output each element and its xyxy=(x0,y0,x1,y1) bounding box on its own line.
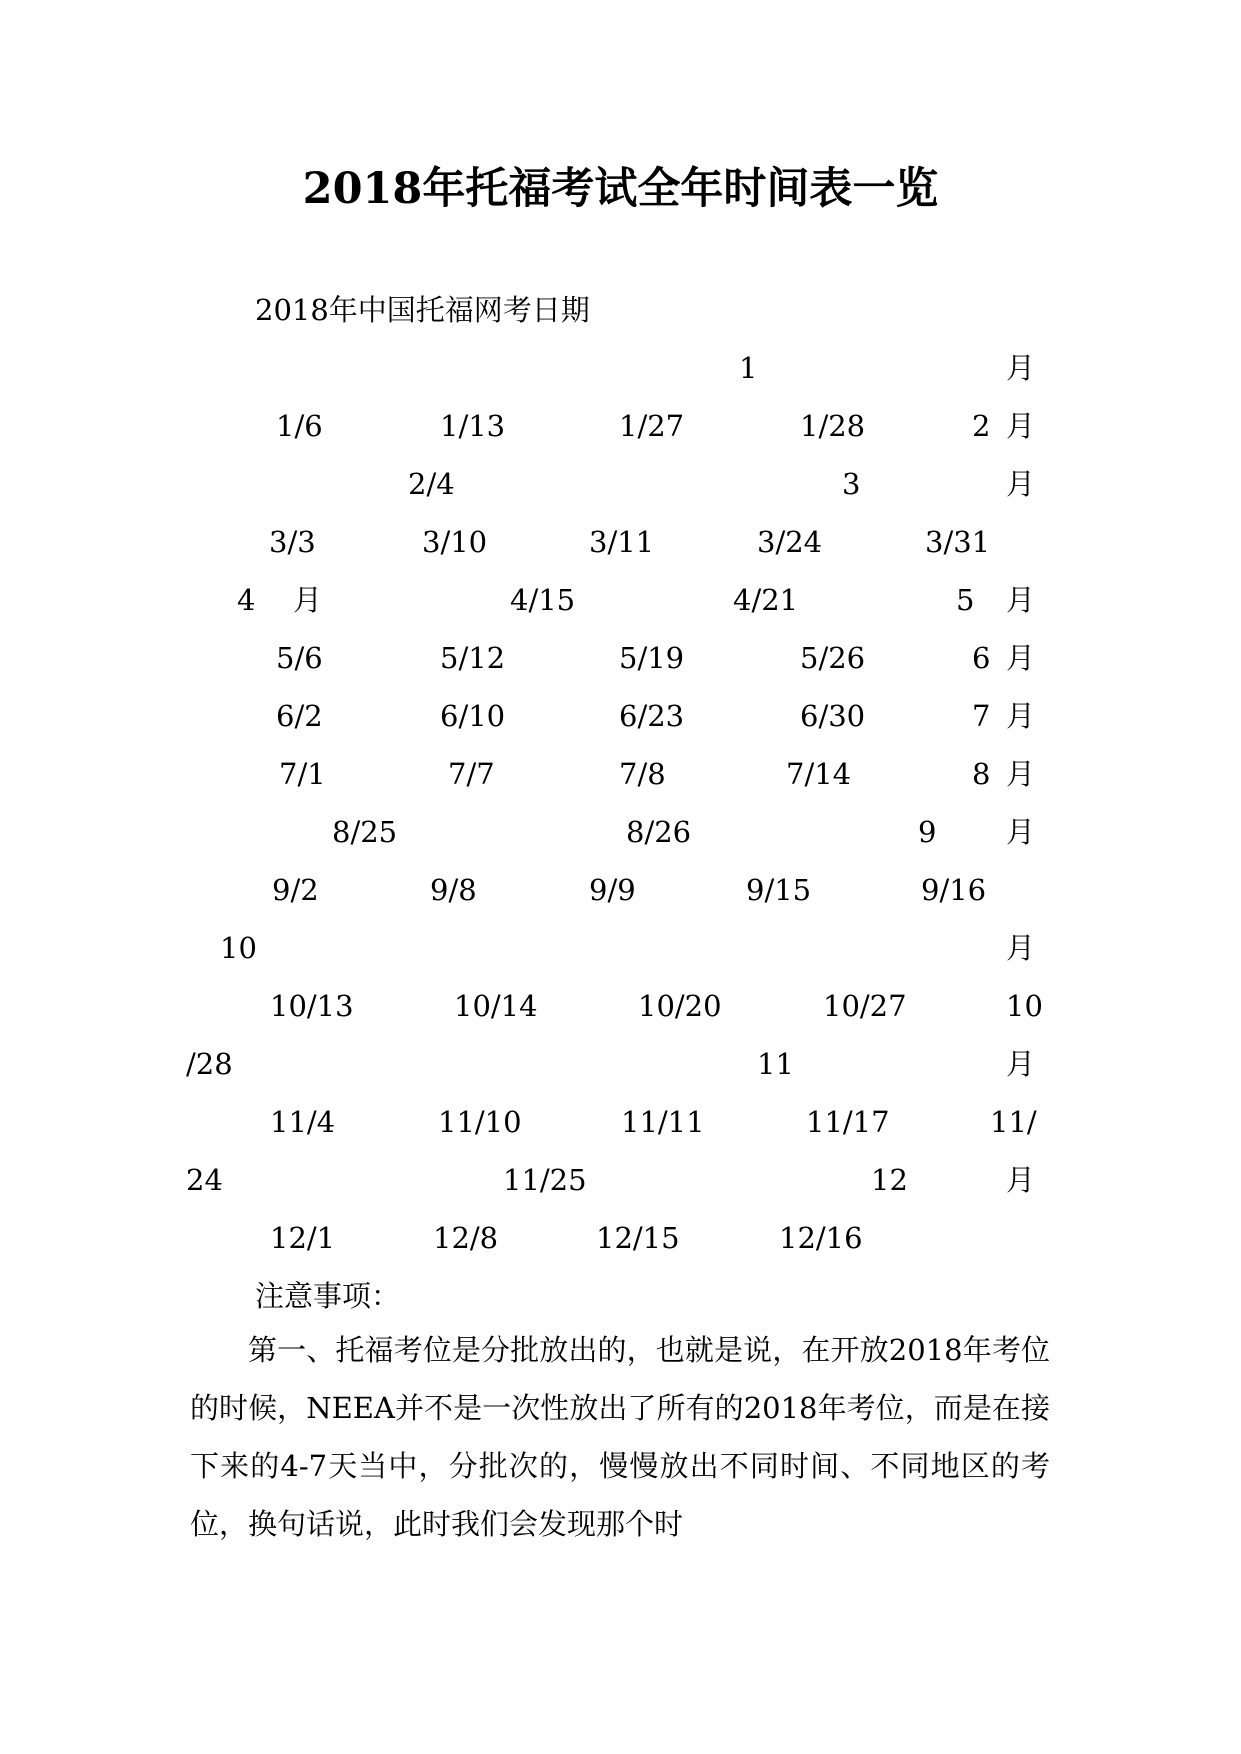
month-label: 月 xyxy=(1006,815,1036,849)
exam-date: 3/11 xyxy=(589,525,655,559)
month-number: 9 xyxy=(918,815,937,849)
exam-date-part: 10 xyxy=(1006,989,1043,1023)
exam-date: 9/2 xyxy=(272,873,319,907)
exam-date: 10/20 xyxy=(638,989,722,1023)
exam-date: 10/27 xyxy=(823,989,907,1023)
exam-date: 9/15 xyxy=(746,873,812,907)
exam-date: 9/9 xyxy=(589,873,636,907)
exam-date: 12/16 xyxy=(779,1221,863,1255)
exam-date: 12/1 xyxy=(270,1221,336,1255)
exam-date: 5/12 xyxy=(440,641,506,675)
month-number: 11 xyxy=(757,1047,794,1081)
exam-date: 5/19 xyxy=(619,641,685,675)
month-number: 2 xyxy=(972,409,991,443)
exam-date: 12/8 xyxy=(433,1221,499,1255)
exam-date: 4/15 xyxy=(510,583,576,617)
month-number: 7 xyxy=(972,699,991,733)
note-paragraph: 第一、托福考位是分批放出的，也就是说，在开放2018年考位的时候，NEEA并不是一次性放出了所有的2018年考位，而是在接下来的4-7天当中，分批次的，慢慢放出不同时间、不同地区的考位，换句话说，此时我们会发现那个时 xyxy=(190,1333,1050,1541)
exam-date: 11/11 xyxy=(621,1105,705,1139)
exam-date: 9/8 xyxy=(430,873,477,907)
exam-date: 11/17 xyxy=(806,1105,890,1139)
month-number: 5 xyxy=(956,583,975,617)
month-number: 10 xyxy=(220,931,257,965)
exam-date: 3/3 xyxy=(269,525,316,559)
month-number: 8 xyxy=(972,757,991,791)
exam-date: 8/26 xyxy=(626,815,692,849)
month-number: 12 xyxy=(871,1163,908,1197)
exam-date: 2/4 xyxy=(408,467,455,501)
exam-date: 6/30 xyxy=(800,699,866,733)
month-label: 月 xyxy=(1006,931,1036,965)
month-label: 月 xyxy=(1006,757,1036,791)
exam-date-part: /28 xyxy=(186,1047,233,1081)
month-label: 月 xyxy=(1006,409,1036,443)
exam-date: 11/25 xyxy=(503,1163,587,1197)
exam-date: 1/13 xyxy=(440,409,506,443)
month-number: 3 xyxy=(842,467,861,501)
exam-date: 11/10 xyxy=(438,1105,522,1139)
exam-date: 3/31 xyxy=(925,525,991,559)
month-number: 6 xyxy=(972,641,991,675)
month-label: 月 xyxy=(1006,583,1036,617)
notes-heading: 注意事项： xyxy=(255,1279,401,1313)
month-label: 月 xyxy=(1006,351,1036,385)
exam-date: 1/6 xyxy=(276,409,323,443)
exam-date: 6/10 xyxy=(440,699,506,733)
exam-date: 12/15 xyxy=(596,1221,680,1255)
exam-date: 10/14 xyxy=(454,989,538,1023)
page-title: 2018年托福考试全年时间表一览 xyxy=(302,164,939,214)
exam-date-part: 11/ xyxy=(990,1105,1037,1139)
month-label: 月 xyxy=(293,583,323,617)
exam-date: 1/28 xyxy=(800,409,866,443)
exam-date: 7/1 xyxy=(279,757,326,791)
month-label: 月 xyxy=(1006,641,1036,675)
month-label: 月 xyxy=(1006,1163,1036,1197)
exam-date: 4/21 xyxy=(733,583,799,617)
month-label: 月 xyxy=(1006,699,1036,733)
exam-date: 6/2 xyxy=(276,699,323,733)
exam-date: 3/10 xyxy=(422,525,488,559)
exam-date: 1/27 xyxy=(619,409,685,443)
exam-date: 10/13 xyxy=(270,989,354,1023)
exam-date: 5/26 xyxy=(800,641,866,675)
exam-date: 11/4 xyxy=(270,1105,336,1139)
month-number: 1 xyxy=(739,351,758,385)
month-label: 月 xyxy=(1006,467,1036,501)
exam-date: 6/23 xyxy=(619,699,685,733)
section-subtitle: 2018年中国托福网考日期 xyxy=(255,293,590,327)
exam-date: 8/25 xyxy=(332,815,398,849)
exam-date-part: 24 xyxy=(186,1163,223,1197)
exam-date: 7/14 xyxy=(786,757,852,791)
exam-date: 3/24 xyxy=(757,525,823,559)
month-label: 月 xyxy=(1006,1047,1036,1081)
exam-date: 5/6 xyxy=(276,641,323,675)
exam-date: 7/7 xyxy=(448,757,495,791)
exam-date: 9/16 xyxy=(921,873,987,907)
exam-date: 7/8 xyxy=(619,757,666,791)
month-number: 4 xyxy=(237,583,256,617)
